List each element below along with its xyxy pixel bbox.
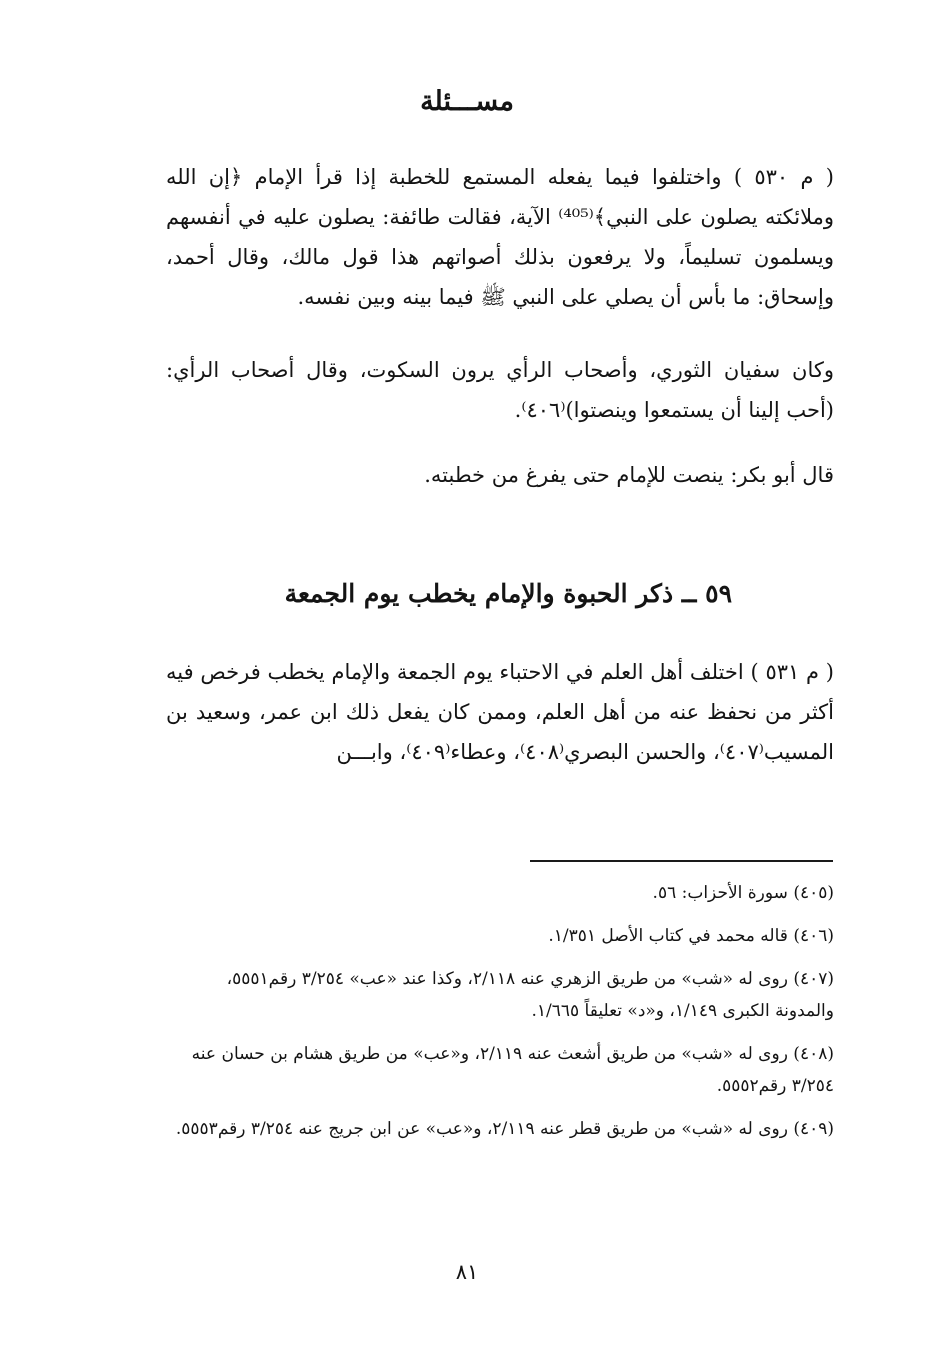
- paragraph-masala-530: ( م ٥٣٠ ) واختلفوا فيما يفعله المستمع للخطبة إذا قرأ الإمام ﴿إن الله وملائكته يصلون على النبي﴾⁽⁴⁰⁵⁾ الآية، فقالت طائفة: يصلون عليه في أنفسهم ويسلمون تسليماً، ولا يرفعون بذلك أصواتهم هذا قول مالك، وقال أحمد، وإسحاق: ما بأس أن يصلي على النبي ﷺ فيما بينه وبين نفسه.: [166, 165, 834, 309]
- page-number: ٨١: [455, 1260, 479, 1284]
- footnote-407: (٤٠٧) روى له «شب» من طريق الزهري عنه ٢/١١٨، وكذا عند «عب» ٣/٢٥٤ رقم٥٥٥١، والمدونة الكبرى ١/١٤٩، و«د» تعليقاً ١/٦٦٥.: [226, 969, 834, 1021]
- paragraph-thawri: وكان سفيان الثوري، وأصحاب الرأي يرون السكوت، وقال أصحاب الرأي: (أحب إلينا أن يستمعوا وينصتوا)⁽٤٠٦⁾.: [166, 358, 834, 422]
- running-header: مســـئلة: [420, 86, 514, 117]
- paragraph-abu-bakr: قال أبو بكر: ينصت للإمام حتى يفرغ من خطبته.: [424, 463, 834, 487]
- footnote-409: (٤٠٩) روى له «شب» من طريق قطر عنه ٢/١١٩، و«عب» عن ابن جريج عنه ٣/٢٥٤ رقم٥٥٥٣.: [175, 1119, 834, 1139]
- paragraph-masala-531: ( م ٥٣١ ) اختلف أهل العلم في الاحتباء يوم الجمعة والإمام يخطب فرخص فيه أكثر من نحفظ عنه من أهل العلم، وممن كان يفعل ذلك ابن عمر، وسعيد بن المسيب⁽٤٠٧⁾، والحسن البصري⁽٤٠٨⁾، وعطاء⁽٤٠٩⁾، وابـــن: [166, 660, 835, 764]
- footnote-406: (٤٠٦) قاله محمد في كتاب الأصل ١/٣٥١.: [548, 926, 834, 946]
- section-heading: ٥٩ ــ ذكر الحبوة والإمام يخطب يوم الجمعة: [284, 579, 732, 608]
- footnote-405: (٤٠٥) سورة الأحزاب: ٥٦.: [652, 883, 834, 903]
- footnotes: [166, 877, 834, 1156]
- footnote-divider: [530, 860, 833, 862]
- footnote-408: (٤٠٨) روى له «شب» من طريق أشعث عنه ٢/١١٩، و«عب» من طريق هشام بن حسان عنه ٣/٢٥٤ رقم٥٥٥٢.: [191, 1044, 834, 1096]
